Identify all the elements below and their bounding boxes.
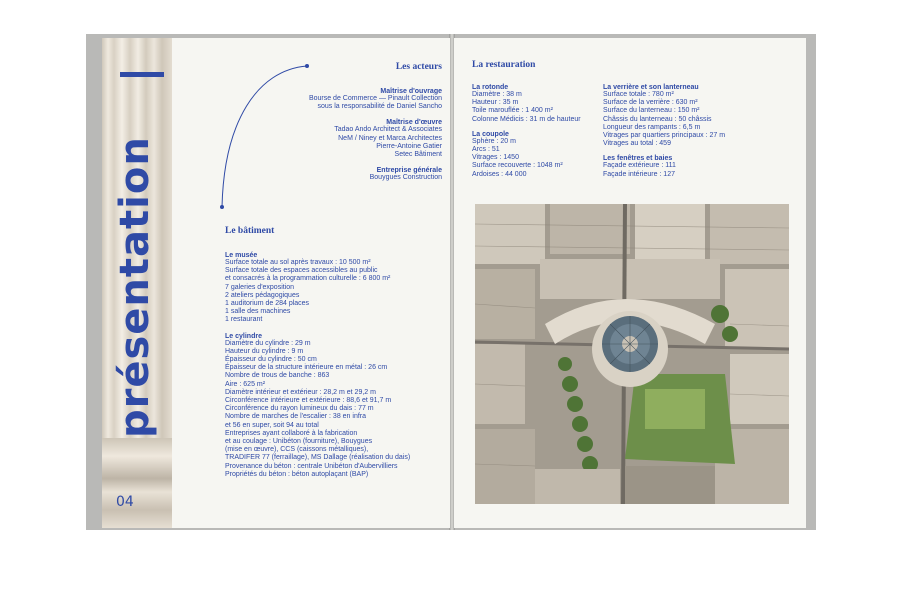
group-title: Le musée — [225, 252, 258, 259]
title-bar — [120, 72, 164, 77]
text-line: 1 restaurant — [225, 316, 263, 324]
group-title: Les fenêtres et baies — [603, 155, 673, 163]
text-line: et consacrés à la programmation culturelle : 6 800 m² — [225, 275, 391, 283]
text-line: Vitrages au total : 459 — [603, 140, 671, 148]
text-line: Tadao Ando Architect & Associates — [334, 126, 442, 134]
text-line: Ardoises : 44 000 — [472, 170, 527, 178]
text-line: Épaisseur de la structure intérieure en métal : 26 cm — [225, 364, 388, 372]
text-line: Sphère : 20 m — [472, 137, 516, 145]
text-line: Nombre de trous de banche : 863 — [225, 372, 330, 380]
text-line: et 56 en super, soit 94 au total — [225, 421, 319, 429]
text-line: Surface totale au sol après travaux : 10 500 m² — [225, 259, 371, 266]
text-line: Façade extérieure : 111 — [603, 162, 676, 170]
text-line: Diamètre intérieur et extérieur : 28,2 m et 29,2 m — [225, 388, 376, 396]
text-line: Nombre de marches de l'escalier : 38 en infra — [225, 413, 367, 421]
page-number: 04 — [116, 494, 134, 510]
restoration-group — [603, 155, 803, 178]
group-title: Maîtrise d'œuvre — [386, 119, 442, 127]
left-page — [102, 38, 450, 528]
building-heading: Le bâtiment — [225, 226, 275, 236]
text-line: 7 galeries d'exposition — [225, 283, 295, 291]
text-line: sous la responsabilité de Daniel Sancho — [317, 103, 442, 111]
text-line: Setec Bâtiment — [394, 151, 442, 159]
text-line: 1 salle des machines — [225, 308, 291, 316]
text-line: Toile marouflée : 1 400 m² — [472, 107, 553, 115]
text-line: Colonne Médicis : 31 m de hauteur — [472, 115, 581, 123]
text-line: Longueur des rampants : 6,5 m — [603, 123, 701, 131]
text-line: Surface de la verrière : 630 m² — [603, 99, 698, 107]
text-line: Hauteur : 35 m — [472, 99, 519, 107]
actors-heading: Les acteurs — [395, 62, 442, 72]
restoration-group — [603, 84, 803, 148]
text-line: Bouygues Construction — [369, 174, 442, 182]
building-group-musee — [225, 252, 445, 325]
actor-group — [242, 119, 442, 159]
text-line: Surface recouverte : 1048 m² — [472, 162, 563, 170]
text-line: Surface du lanterneau : 150 m² — [603, 107, 700, 115]
group-title: La rotonde — [472, 84, 509, 91]
text-line: Hauteur du cylindre : 9 m — [225, 347, 304, 355]
building-group-cylindre — [225, 333, 445, 479]
text-line: Aire : 625 m² — [225, 380, 266, 388]
restoration-column-left — [472, 84, 602, 186]
text-line: Provenance du béton : centrale Unibéton d'Aubervilliers — [225, 462, 398, 470]
actor-group — [242, 167, 442, 182]
aerial-photo — [475, 204, 789, 504]
building-section — [225, 226, 445, 487]
text-line: NeM / Niney et Marca Architectes — [338, 134, 442, 142]
text-line: Diamètre : 38 m — [472, 91, 522, 98]
text-line: Façade intérieure : 127 — [603, 170, 675, 178]
group-title: Entreprise générale — [376, 167, 442, 175]
restoration-group — [472, 131, 602, 179]
text-line: Épaisseur du cylindre : 50 cm — [225, 356, 317, 364]
actor-group — [242, 88, 442, 111]
restoration-section — [472, 60, 802, 178]
restoration-heading: La restauration — [472, 60, 536, 70]
text-line: Vitrages : 1450 — [472, 154, 519, 162]
text-line: 2 ateliers pédagogiques — [225, 291, 300, 299]
column-base — [102, 438, 172, 528]
text-line: TRADIFER 77 (ferraillage), MS Dallage (réalisation du dais) — [225, 454, 411, 462]
text-line: Pierre-Antoine Gatier — [376, 142, 442, 150]
group-title: Maîtrise d'ouvrage — [380, 88, 442, 95]
right-page — [454, 38, 806, 528]
actors-section — [242, 62, 442, 190]
text-line: Circonférence du rayon lumineux du dais : 77 m — [225, 405, 374, 413]
aerial-photo-illustration — [475, 204, 789, 504]
text-line: 1 auditorium de 284 places — [225, 300, 310, 308]
group-title: La verrière et son lanterneau — [603, 84, 699, 91]
restoration-group — [472, 84, 602, 124]
text-line: et au coulage : Unibéton (fourniture), Bouygues — [225, 438, 373, 446]
text-line: Surface totale : 780 m² — [603, 91, 674, 98]
group-title: La coupole — [472, 130, 509, 138]
text-line: (mise en œuvre), CCS (caissons métalliques), — [225, 446, 369, 454]
text-line: Circonférence intérieure et extérieure : 88,6 et 91,7 m — [225, 397, 392, 405]
text-line: Surface totale des espaces accessibles au public — [225, 267, 378, 275]
text-line: Entreprises ayant collaboré à la fabrication — [225, 429, 358, 437]
restoration-column-right — [603, 84, 803, 186]
text-line: Diamètre du cylindre : 29 m — [225, 339, 311, 347]
group-title: Le cylindre — [225, 332, 262, 340]
text-line: Bourse de Commerce — Pinault Collection — [308, 95, 442, 102]
text-line: Vitrages par quartiers principaux : 27 m — [603, 132, 726, 140]
text-line: Châssis du lanterneau : 50 châssis — [603, 115, 712, 123]
vertical-title: présentation — [112, 136, 158, 438]
text-line: Propriétés du béton : béton autoplaçant (BAP) — [225, 470, 369, 478]
text-line: Arcs : 51 — [472, 146, 500, 154]
